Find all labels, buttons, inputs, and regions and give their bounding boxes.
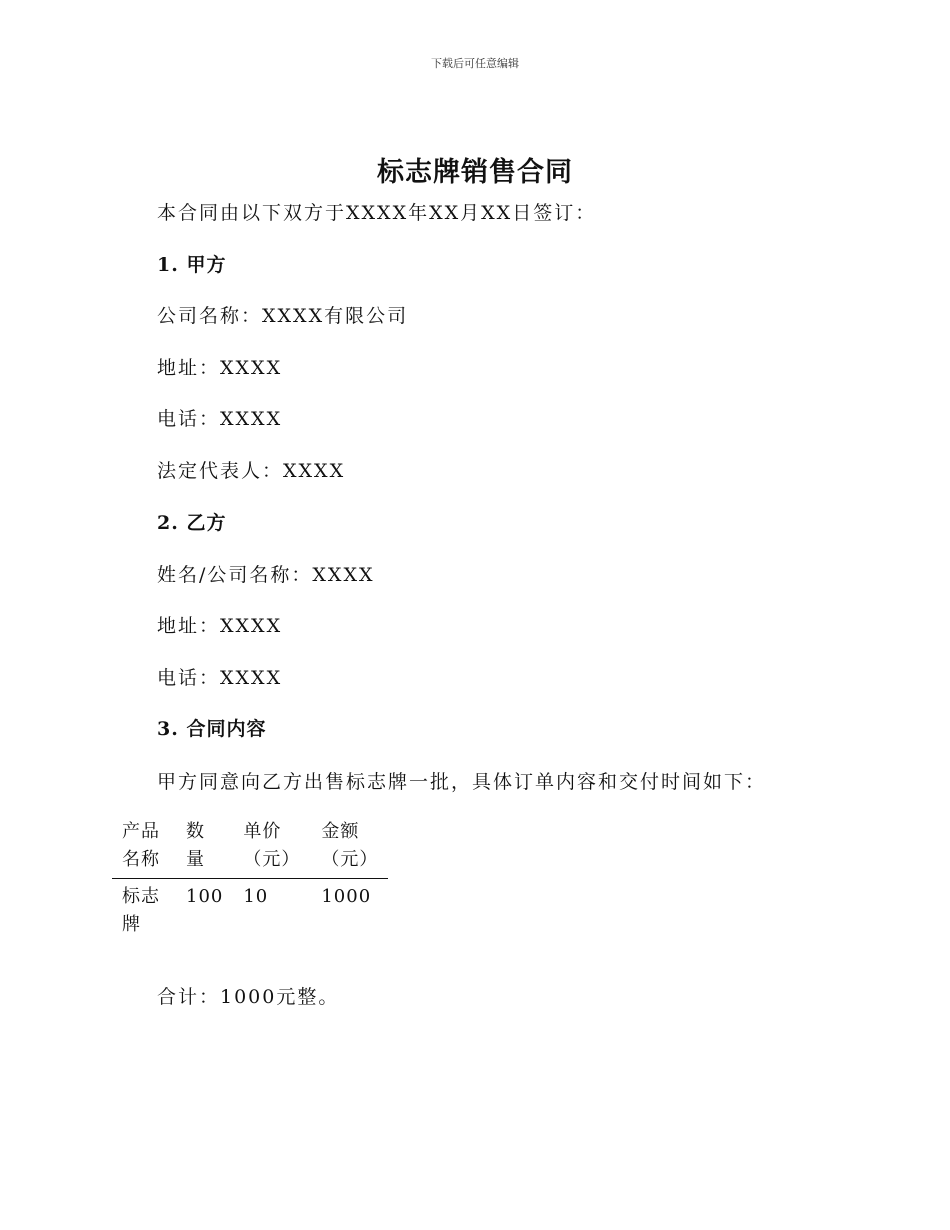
party-a-company: 公司名称：XXXX有限公司	[157, 305, 409, 327]
party-a-phone: 电话：XXXX	[157, 408, 283, 430]
party-b-phone: 电话：XXXX	[157, 667, 283, 689]
total-line: 合计：1000元整。	[157, 986, 340, 1008]
col-header-amount: 金额（元）	[311, 818, 388, 879]
table-row	[112, 879, 388, 940]
page-header-note: 下载后可任意编辑	[431, 57, 519, 70]
document-title: 标志牌销售合同	[377, 157, 573, 188]
party-b-name: 姓名/公司名称：XXXX	[157, 564, 375, 586]
party-a-address: 地址：XXXX	[157, 357, 283, 379]
col-header-product: 产品名称	[112, 818, 176, 879]
party-b-address: 地址：XXXX	[157, 615, 283, 637]
party-a-legal-rep: 法定代表人：XXXX	[157, 460, 346, 482]
order-table	[112, 818, 388, 939]
col-header-unit-price: 单价（元）	[233, 818, 311, 879]
intro-paragraph: 本合同由以下双方于XXXX年XX月XX日签订：	[157, 202, 597, 224]
cell-amount: 1000	[321, 886, 372, 907]
cell-quantity: 100	[186, 886, 224, 907]
contract-description: 甲方同意向乙方出售标志牌一批，具体订单内容和交付时间如下：	[157, 771, 767, 793]
table-header-row	[112, 818, 388, 879]
party-a-heading: 1. 甲方	[157, 254, 227, 276]
cell-unit-price: 10	[243, 886, 269, 907]
party-b-heading: 2. 乙方	[157, 512, 227, 534]
col-header-quantity: 数量	[176, 818, 233, 879]
contract-heading: 3. 合同内容	[157, 718, 267, 740]
cell-product: 标志牌	[122, 886, 160, 935]
